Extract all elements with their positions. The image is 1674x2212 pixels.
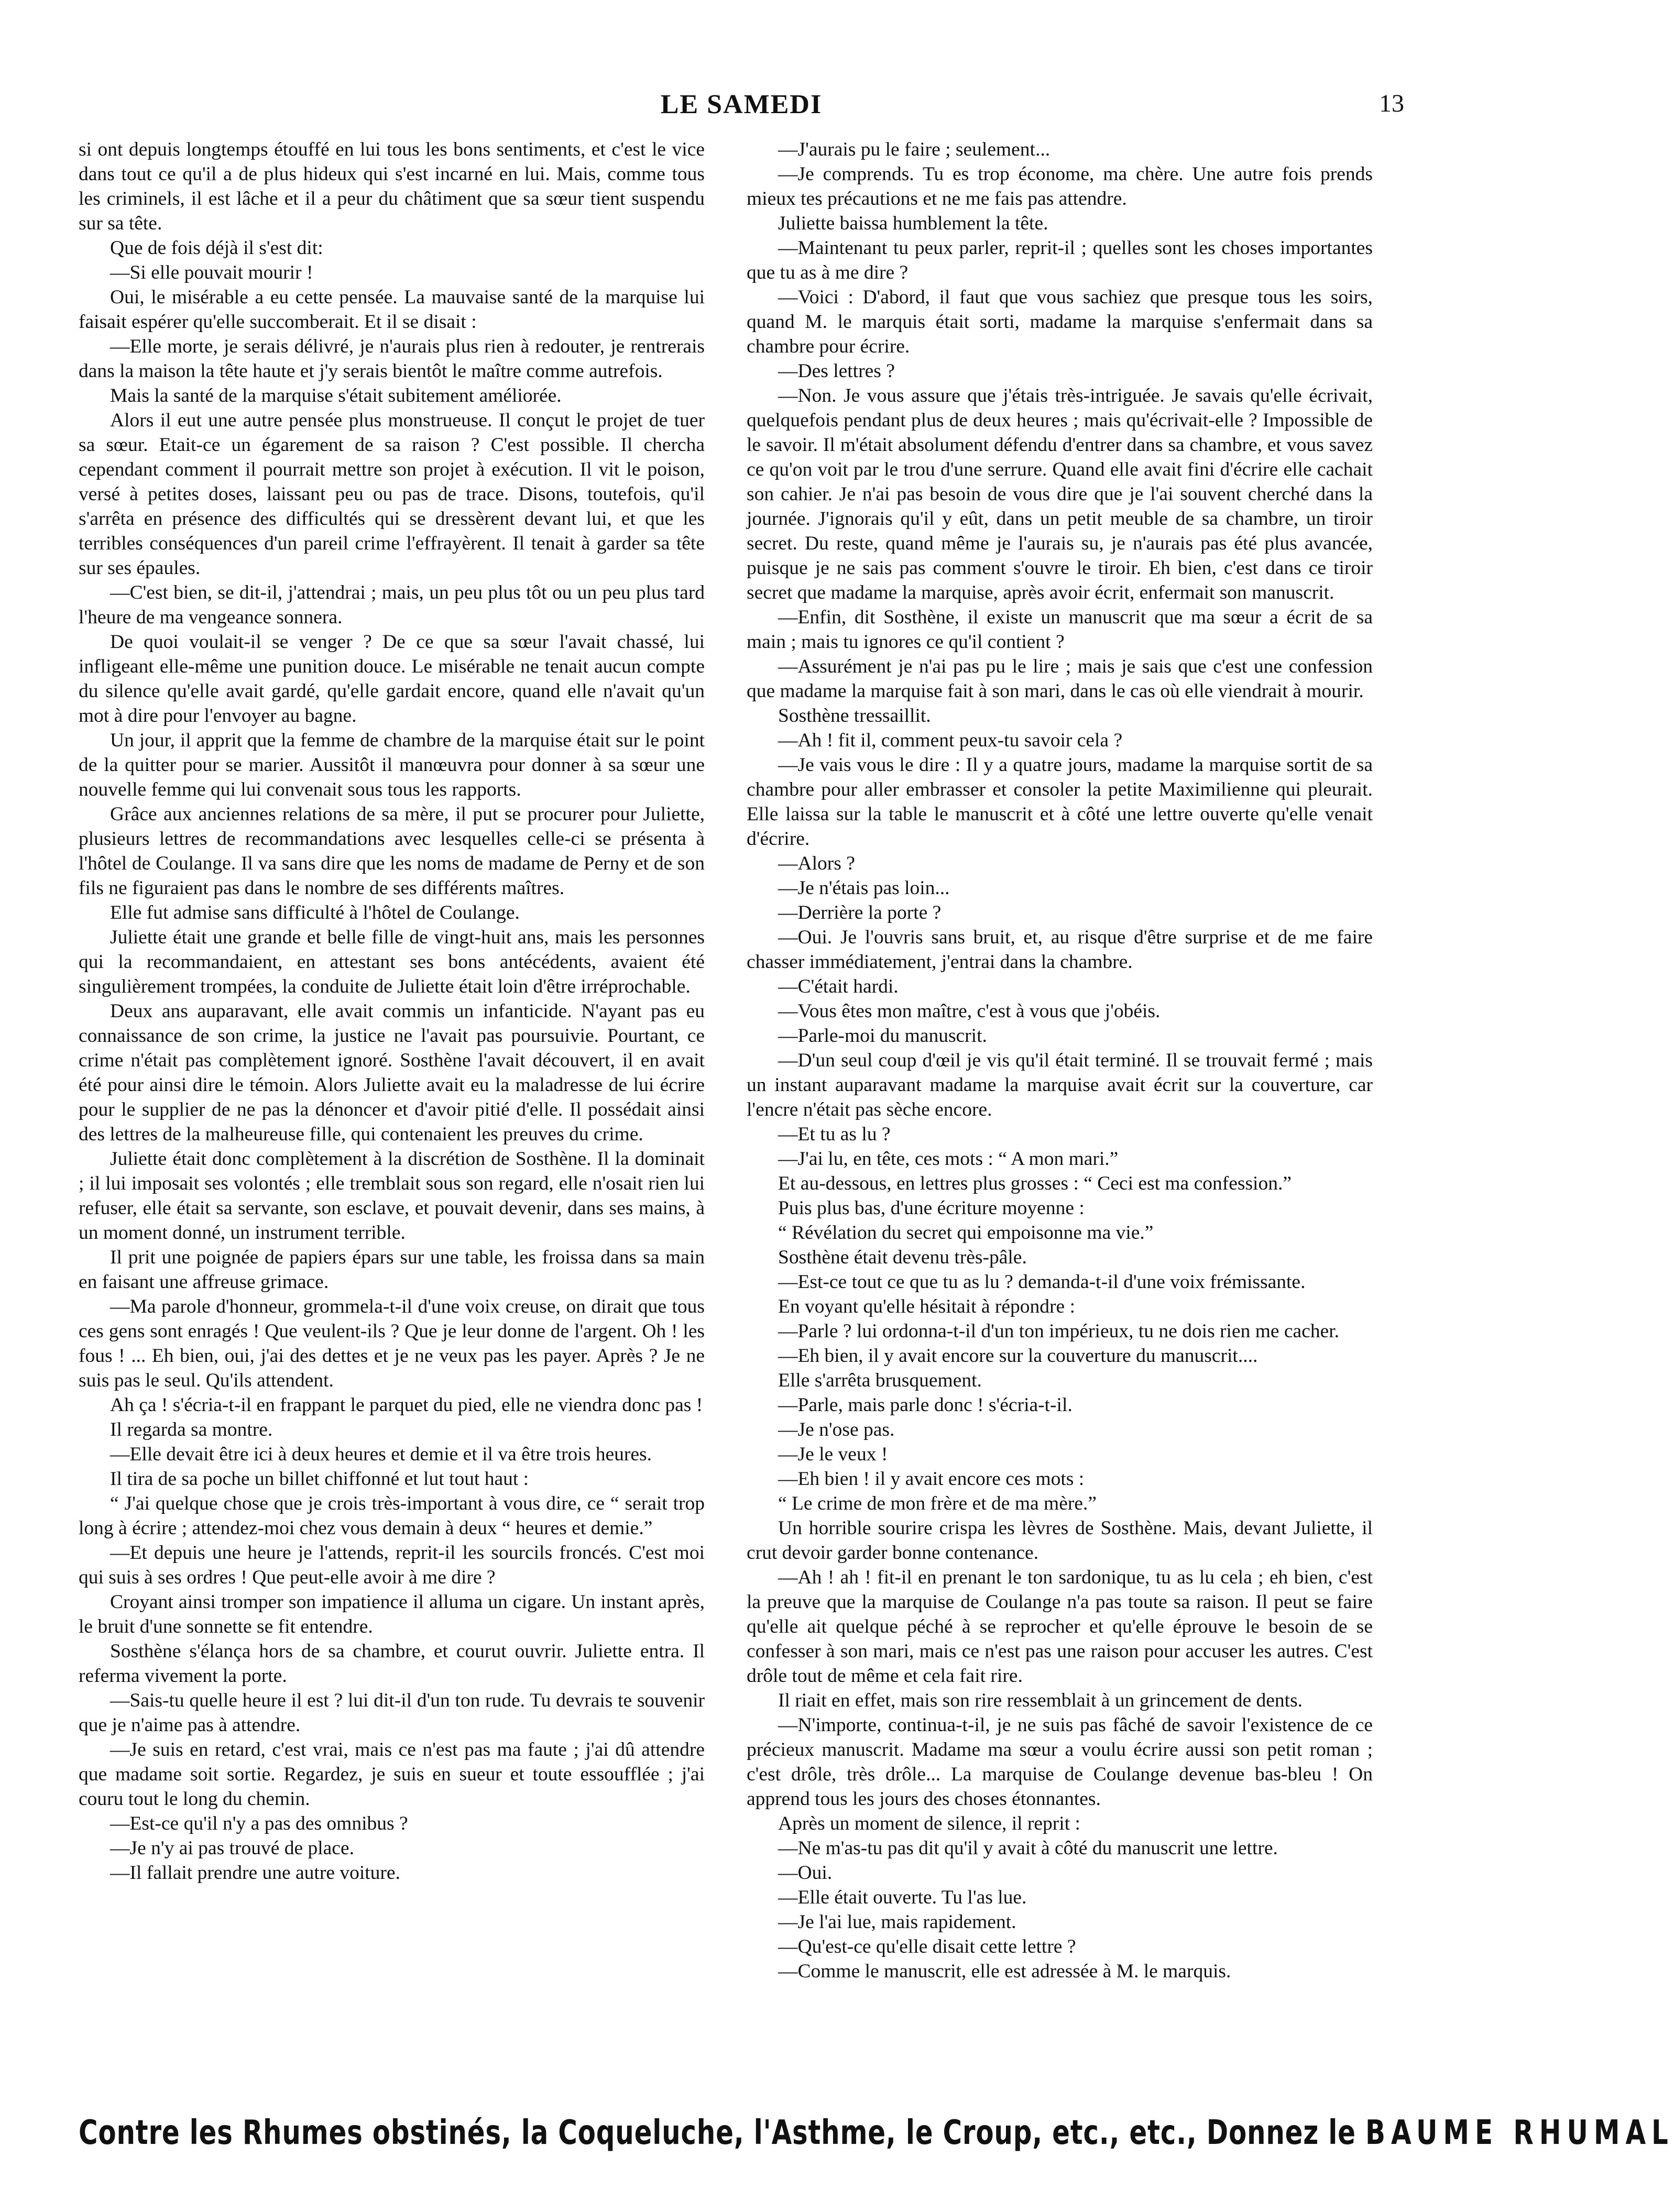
paragraph: —Eh bien ! il y avait encore ces mots : [778,1468,1085,1490]
paragraph: Sosthène était devenu très-pâle. [778,1247,1027,1268]
paragraph: —Ah ! ah ! fit-il en prenant le ton sardonique, tu as lu cela ; eh bien, c'est la preuve que la marquise de Coulange n'a pas toute sa raison. Il peut se faire qu'elle ait quelque péché à se reprocher et qu'elle éprouve le besoin de se confesser à son mari, mais ce n'est pas une raison pour accuser les autres. C'est drôle tout de même et cela fait rire. [747,1567,1373,1687]
paragraph: —Et depuis une heure je l'attends, reprit-il les sourcils froncés. C'est moi qui suis à ses ordres ! Que peut-elle avoir à me dire ? [79,1542,705,1588]
paragraph: Juliette était une grande et belle fille de vingt-huit ans, mais les personnes qui la recommandaient, en attestant ses bons antécédents, avaient été singulièrement trompées, la conduite de Juliette était loin d'être irréprochable. [79,927,705,997]
paragraph: —Ah ! fit il, comment peux-tu savoir cela ? [778,730,1123,751]
paragraph: —Non. Je vous assure que j'étais très-intriguée. Je savais qu'elle écrivait, quelquefois pendant plus de deux heures ; mais qu'écrivait-elle ? Impossible de le savoir. Il m'était absolument défendu d'entrer dans sa chambre, et vous savez ce qu'on voit par le trou d'une serrure. Quand elle avait fini d'écrire elle cachait son cahier. Je n'ai pas besoin de vous dire que je l'ai souvent cherché dans la journée. J'ignorais qu'il y eût, dans un petit meuble de sa chambre, un tiroir secret. Du reste, quand même je l'aurais su, je n'aurais pas été plus avancée, puisque je ne sais pas comment s'ouvre le tiroir. Eh bien, c'est dans ce tiroir secret que madame la marquise, après avoir écrit, enfermait son manuscrit. [747,385,1373,603]
paragraph: —Assurément je n'ai pas pu le lire ; mais je sais que c'est une confession que madame la marquise fait à son mari, dans le cas où elle viendrait à mourir. [747,656,1373,702]
paragraph: “ Révélation du secret qui empoisonne ma vie.” [778,1222,1154,1243]
paragraph: Il regarda sa montre. [110,1419,273,1440]
paragraph: —Il fallait prendre une autre voiture. [110,1862,400,1884]
advertisement-brand: BAUME RHUMAL [1365,2114,1674,2152]
advertisement-text: Contre les Rhumes obstinés, la Coqueluche, l'Asthme, le Croup, etc., etc., Donnez le [79,2114,1356,2152]
page-title: LE SAMEDI [660,90,823,119]
paragraph: Un jour, il apprit que la femme de chambre de la marquise était sur le point de la quitter pour se marier. Aussitôt il manœuvra pour donner à sa sœur une nouvelle femme qui lui convenait sous tous les rapports. [79,730,705,800]
paragraph: —J'ai lu, en tête, ces mots : “ A mon mari.” [778,1148,1119,1170]
right-column [747,137,1373,2060]
paragraph: —Je suis en retard, c'est vrai, mais ce n'est pas ma faute ; j'ai dû attendre que madame soit sortie. Regardez, je suis en sueur et toute essoufflée ; j'ai couru tout le long du chemin. [79,1739,705,1810]
paragraph: Ah ça ! s'écria-t-il en frappant le parquet du pied, elle ne viendra donc pas ! [110,1394,703,1416]
paragraph: —Je le veux ! [778,1444,888,1465]
paragraph: Elle fut admise sans difficulté à l'hôtel de Coulange. [110,902,520,923]
paragraph: —Je l'ai lue, mais rapidement. [778,1911,1016,1933]
paragraph: —Parle, mais parle donc ! s'écria-t-il. [778,1394,1073,1416]
paragraph: —Je n'y ai pas trouvé de place. [110,1837,354,1859]
paragraph: —Elle morte, je serais délivré, je n'aurais plus rien à redouter, je rentrerais dans la maison la tête haute et j'y serais bientôt le maître comme autrefois. [79,336,705,382]
paragraph: —C'était hardi. [778,976,899,997]
paragraph: Il prit une poignée de papiers épars sur une table, les froissa dans sa main en faisant une affreuse grimace. [79,1247,705,1293]
paragraph: Croyant ainsi tromper son impatience il alluma un cigare. Un instant après, le bruit d'une sonnette se fit entendre. [79,1591,705,1637]
paragraph: —Alors ? [778,853,855,874]
page-number: 13 [1379,90,1404,117]
paragraph: —Je comprends. Tu es trop économe, ma chère. Une autre fois prends mieux tes précautions et ne me fais pas attendre. [747,163,1373,210]
paragraph: “ Le crime de mon frère et de ma mère.” [778,1493,1097,1514]
paragraph: Que de fois déjà il s'est dit: [110,237,323,259]
paragraph: Et au-dessous, en lettres plus grosses : “ Ceci est ma confession.” [778,1173,1292,1194]
paragraph: —Et tu as lu ? [778,1124,891,1145]
paragraph: —Parle-moi du manuscrit. [778,1025,987,1047]
paragraph: Mais la santé de la marquise s'était subitement améliorée. [110,385,562,406]
paragraph: —Sais-tu quelle heure il est ? lui dit-il d'un ton rude. Tu devrais te souvenir que je n'aime pas à attendre. [79,1690,705,1736]
paragraph: Après un moment de silence, il reprit : [778,1813,1080,1834]
paragraph: —Vous êtes mon maître, c'est à vous que j'obéis. [778,1000,1161,1022]
paragraph: —Enfin, dit Sosthène, il existe un manuscrit que ma sœur a écrit de sa main ; mais tu ignores ce qu'il contient ? [747,607,1373,653]
paragraph: —Voici : D'abord, il faut que vous sachiez que presque tous les soirs, quand M. le marquis était sorti, madame la marquise s'enfermait dans sa chambre pour écrire. [747,287,1373,357]
paragraph: Elle s'arrêta brusquement. [778,1370,982,1391]
paragraph: —Des lettres ? [778,360,895,382]
paragraph: —Derrière la porte ? [778,902,942,923]
paragraph: —Qu'est-ce qu'elle disait cette lettre ? [778,1936,1076,1957]
paragraph: —Je n'étais pas loin... [778,877,950,899]
paragraph: Sosthène tressaillit. [778,705,931,727]
paragraph: —Je vais vous le dire : Il y a quatre jours, madame la marquise sortit de sa chambre pour aller embrasser et consoler la petite Maximilienne qui pleurait. Elle laissa sur la table le manuscrit et à côté une lettre ouverte qu'elle venait d'écrire. [747,754,1373,850]
paragraph: En voyant qu'elle hésitait à répondre : [778,1296,1075,1317]
paragraph: Il tira de sa poche un billet chiffonné et lut tout haut : [110,1468,529,1490]
paragraph: —Ma parole d'honneur, grommela-t-il d'une voix creuse, on dirait que tous ces gens sont enragés ! Que veulent-ils ? Que je leur donne de l'argent. Oh ! les fous ! ... Eh bien, oui, j'ai des dettes et je ne veux pas les payer. Après ? Je ne suis pas le seul. Qu'ils attendent. [79,1296,705,1391]
paragraph: De quoi voulait-il se venger ? De ce que sa sœur l'avait chassé, lui infligeant elle-même une punition douce. Le misérable ne tenait aucun compte du silence qu'elle avait gardé, qu'elle gardait encore, quand elle n'avait qu'un mot à dire pour l'envoyer au bagne. [79,631,705,727]
paragraph: —Eh bien, il y avait encore sur la couverture du manuscrit.... [778,1345,1258,1367]
paragraph: —Si elle pouvait mourir ! [110,262,313,283]
paragraph: —Je n'ose pas. [778,1419,895,1440]
paragraph: Il riait en effet, mais son rire ressemblait à un grincement de dents. [778,1690,1303,1711]
paragraph: Un horrible sourire crispa les lèvres de Sosthène. Mais, devant Juliette, il crut devoir garder bonne contenance. [747,1517,1373,1564]
paragraph: “ J'ai quelque chose que je crois très-important à vous dire, ce “ serait trop long à écrire ; attendez-moi chez vous demain à deux “ heures et demie.” [79,1493,705,1539]
paragraph: —D'un seul coup d'œil je vis qu'il était terminé. Il se trouvait fermé ; mais un instant auparavant madame la marquise avait écrit sur la couverture, car l'encre n'était pas sèche encore. [747,1050,1373,1120]
paragraph: —C'est bien, se dit-il, j'attendrai ; mais, un peu plus tôt ou un peu plus tard l'heure de ma vengeance sonnera. [79,582,705,628]
paragraph: —Oui. Je l'ouvris sans bruit, et, au risque d'être surprise et de me faire chasser immédiatement, j'entrai dans la chambre. [747,927,1373,973]
paragraph: Sosthène s'élança hors de sa chambre, et courut ouvrir. Juliette entra. Il referma vivement la porte. [79,1641,705,1687]
paragraph: Alors il eut une autre pensée plus monstrueuse. Il conçut le projet de tuer sa sœur. Etait-ce un égarement de sa raison ? C'est possible. Il chercha cependant comment il pourrait mettre son projet à exécution. Il vit le poison, versé à petites doses, laissant peu ou pas de trace. Disons, toutefois, qu'il s'arrêta en présence des difficultés qui se dressèrent devant lui, et que les terribles conséquences d'un pareil crime l'effrayèrent. Il tenait à garder sa tête sur ses épaules. [79,410,705,579]
paragraph: —Elle était ouverte. Tu l'as lue. [778,1887,1027,1908]
paragraph: —Elle devait être ici à deux heures et demie et il va être trois heures. [110,1444,652,1465]
left-column [79,137,705,2060]
paragraph: Juliette baissa humblement la tête. [778,213,1048,234]
paragraph: —Est-ce tout ce que tu as lu ? demanda-t-il d'une voix frémissante. [778,1271,1306,1293]
paragraph: —J'aurais pu le faire ; seulement... [778,139,1051,160]
paragraph: —Oui. [778,1862,833,1884]
paragraph: Oui, le misérable a eu cette pensée. La mauvaise santé de la marquise lui faisait espérer qu'elle succomberait. Et il se disait : [79,287,705,333]
page-header [79,89,1404,126]
footer-advertisement [79,2114,1674,2161]
paragraph: si ont depuis longtemps étouffé en lui tous les bons sentiments, et c'est le vice dans tout ce qu'il a de plus hideux qui s'est incarné en lui. Mais, comme tous les criminels, il est lâche et il a peur du châtiment que sa sœur tient suspendu sur sa tête. [79,139,705,234]
paragraph: Grâce aux anciennes relations de sa mère, il put se procurer pour Juliette, plusieurs lettres de recommandations avec lesquelles celle-ci se présenta à l'hôtel de Coulange. Il va sans dire que les noms de madame de Perny et de son fils ne figuraient pas dans le nombre de ses différents maîtres. [79,804,705,899]
paragraph: Deux ans auparavant, elle avait commis un infanticide. N'ayant pas eu connaissance de son crime, la justice ne l'avait pas poursuivie. Pourtant, ce crime n'était pas complètement ignoré. Sosthène l'avait découvert, il en avait été pour ainsi dire le témoin. Alors Juliette avait eu la maladresse de lui écrire pour le supplier de ne pas la dénoncer et d'avoir pitié d'elle. Il possédait ainsi des lettres de la malheureuse fille, qui contenaient les preuves du crime. [79,1000,705,1145]
paragraph: Juliette était donc complètement à la discrétion de Sosthène. Il la dominait ; il lui imposait ses volontés ; elle tremblait sous son regard, elle n'osait rien lui refuser, elle était sa servante, son esclave, et pouvait devenir, dans ses mains, à un moment donné, un instrument terrible. [79,1148,705,1243]
paragraph: —Ne m'as-tu pas dit qu'il y avait à côté du manuscrit une lettre. [778,1837,1278,1859]
paragraph: —Parle ? lui ordonna-t-il d'un ton impérieux, tu ne dois rien me cacher. [778,1320,1340,1342]
paragraph: —N'importe, continua-t-il, je ne suis pas fâché de savoir l'existence de ce précieux manuscrit. Madame ma sœur a voulu écrire aussi son petit roman ; c'est drôle, très drôle... La marquise de Coulange devenue bas-bleu ! On apprend tous les jours des choses étonnantes. [747,1714,1373,1810]
paragraph: Puis plus bas, d'une écriture moyenne : [778,1197,1085,1219]
paragraph: —Comme le manuscrit, elle est adressée à M. le marquis. [778,1961,1231,1982]
paragraph: —Est-ce qu'il n'y a pas des omnibus ? [110,1813,408,1834]
paragraph: —Maintenant tu peux parler, reprit-il ; quelles sont les choses importantes que tu as à me dire ? [747,237,1373,283]
